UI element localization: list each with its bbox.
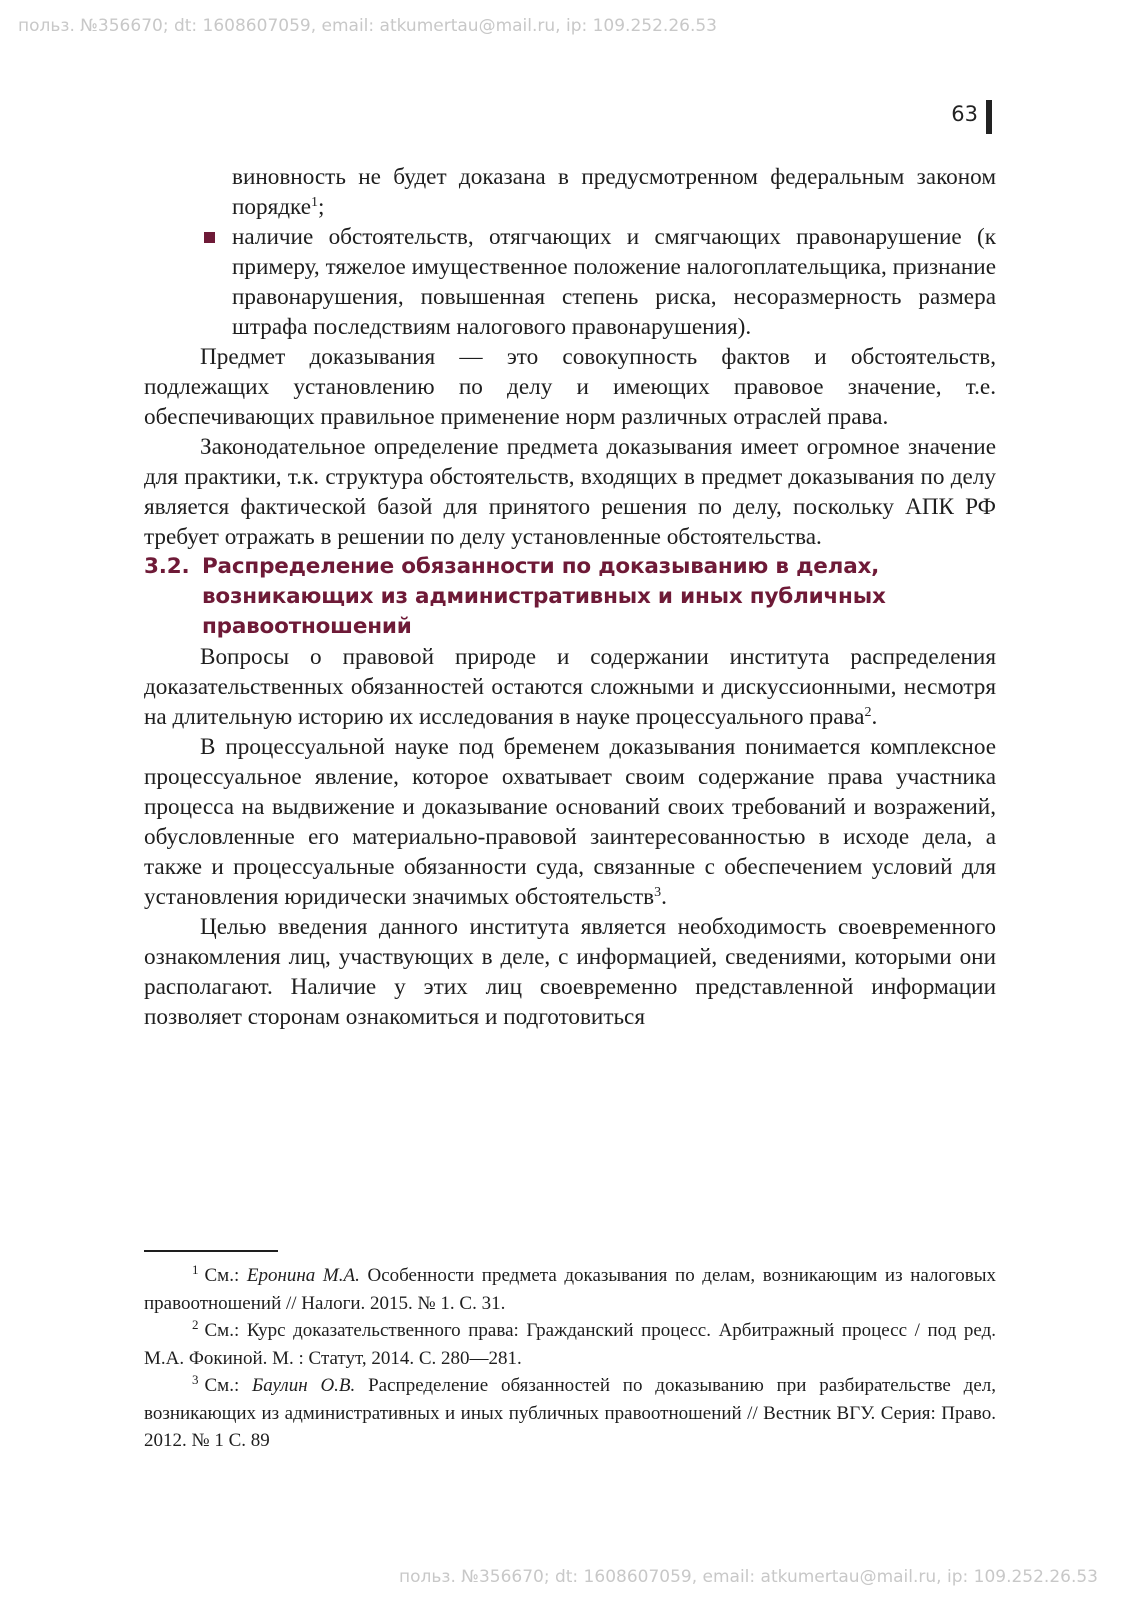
footnote-ref-1[interactable]: 1 — [311, 195, 319, 210]
footnote-divider — [144, 1250, 278, 1252]
section-heading — [144, 552, 996, 642]
footnote-ref-2[interactable]: 2 — [864, 705, 872, 720]
page-body — [144, 162, 996, 1032]
section-title: Распределение обязанности по доказыванию в делах, возникающих из административных и иных публичных правоотношений — [202, 554, 886, 639]
page-number-bar — [986, 100, 992, 134]
watermark-bottom: польз. №356670; dt: 1608607059, email: atkumertau@mail.ru, ip: 109.252.26.53 — [399, 1567, 1098, 1587]
footnote: $^3$ См.: Баулин О.В. Распределение обязанностей по доказыванию при разбирательстве дел, возникающих из административных и иных публичных правоотношений // Вестник ВГУ. Серия: Право. 2012. № 1 С. 89 — [144, 1372, 997, 1451]
footnote: $^1$ См.: Еронина М.А. Особенности предмета доказывания по делам, возникающим из налоговых правоотношений // Налоги. 2015. № 1. С. 31. — [144, 1262, 996, 1314]
footnote: $^2$ См.: Курс доказательственного права: Гражданский процесс. Арбитражный процесс / под ред. М.А. Фокиной. М. : Статут, 2014. С. 280—281. — [144, 1317, 996, 1369]
paragraph: В процессуальной науке под бременем доказывания понимается комплексное процессуальное явление, которое охватывает своим содержание права участника процесса на выдвижение и доказывание оснований своих требований и возражений, обусловленные его материально-правовой заинтересованностью в исходе дела, а также и процессуальные обязанности суда, связанные с обеспечением условий для установления юридически значимых обстоятельств$^3$. — [144, 734, 996, 910]
list-item-continuation: виновность не будет доказана в предусмотренном федеральным законом порядке$^1$; — [232, 164, 996, 220]
square-bullet-icon — [204, 232, 215, 243]
footnotes — [144, 1262, 996, 1455]
paragraph: Вопросы о правовой природе и содержании института распределения доказательственных обязанностей остаются сложными и дискуссионными, несмотря на длительную историю их исследования в науке процессуального права$^2$. — [144, 644, 996, 730]
page-number: 63 — [951, 102, 978, 126]
footnote-ref-3[interactable]: 3 — [654, 885, 662, 900]
paragraph: Законодательное определение предмета доказывания имеет огромное значение для практики, т.к. структура обстоятельств, входящих в предмет доказывания по делу является фактической базой для принятого решения по делу, поскольку АПК РФ требует отражать в решении по делу установленные обстоятельства. — [144, 434, 996, 550]
paragraph: Предмет доказывания — это совокупность фактов и обстоятельств, подлежащих установлению по делу и имеющих правовое значение, т.е. обеспечивающих правильное применение норм различных отраслей права. — [144, 344, 996, 430]
list-item: наличие обстоятельств, отягчающих и смягчающих правонарушение (к примеру, тяжелое имущественное положение налогоплательщика, признание правонарушения, повышенная степень риска, несоразмерность размера штрафа последствиям налогового правонарушения). — [232, 222, 996, 342]
section-number: 3.2. — [144, 554, 190, 579]
watermark-top: польз. №356670; dt: 1608607059, email: atkumertau@mail.ru, ip: 109.252.26.53 — [18, 16, 717, 36]
paragraph: Целью введения данного института является необходимость своевременного ознакомления лиц, участвующих в деле, с информацией, сведениями, которыми они располагают. Наличие у этих лиц своевременно представленной информации позволяет сторонам ознакомиться и подготовиться — [144, 914, 996, 1030]
